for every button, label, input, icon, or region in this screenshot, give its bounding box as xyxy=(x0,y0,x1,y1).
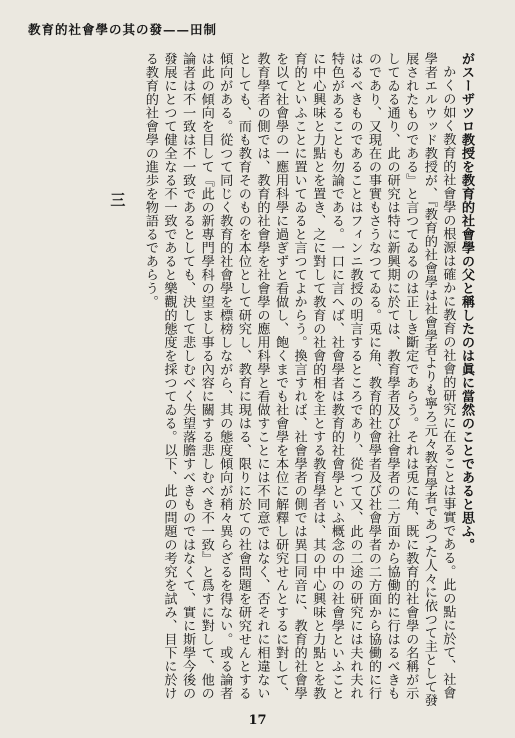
opening-line: がスーザツロ教授を教育的社會學の父と稱したのは眞に當然のことであると思ふ。 xyxy=(459,52,474,552)
page-header xyxy=(28,18,475,40)
body-text xyxy=(35,52,475,707)
page-number: 17 xyxy=(248,713,267,728)
main-paragraph: かくの如く教育的社會學の根源は確かに教育の社會的研究に在ることは事實である。此の點に於て、社會學者エルウッド教授が、『教育的社會學は社會學者よりも寧ろ元々教育學者であつた人々に依つて主として發展されたものである』と言つてゐるのは正しき斷定であらう。それは兎に角、既に教育的社會學の名稱が示してゐる通り、此の研究は特に新興期に於ては、教育學者及び社會學者の二方面から協働的に行はるべきものであり、又現在の事實もさうなつてゐる。兎に角、教育的社會學者及び社會學者の二方面から協働的に行はるべきものであることはフィンニ教授の明言するところであり、從つて又、此の二途の研究には夫れ夫れ特色があることも勿論である。一口に言へば、社會學者は教育的社會學といふ概念の中の社會學といふことに中心興味と力點とを置き、之に對して教育の社會的相を主とする教育學者は、其の中心興味と力點とを教育的といふことに置いてゐると言つてよからう。換言すれば、社會學者の側では異口同音に、教育的社會學を以て社會學の一應用科學に過ぎずと看做し、飽くまでも社會學を本位に解釋し研究せんとするに對して、教育學者の側では、教育的社會學を社會學の應用科學と看做すことには不同意ではなく、否それに相違ないとしても、而も教育そのものを本位として研究し、教育に現はる、限りに於ての社會問題を研究せんとする傾向がある。從つて同じく教育的社會學を標榜しながら、其の態度傾向が稍々異らざるを得ない。或る論者は此の傾向を目して『此の新專門學科の望まし事る內容に關する悲しむべき不一致』と爲すに對して、他の論者は不一致は不一致であるとしても、決して悲しむべく失望落膽すべきものではなくて、實に斯學今後の發展にとつて健全なる不一致であると樂觀的態度を採つてゐる。以下、此の問題の考究を試み、目下に於ける教育的社會學の進歩を物語るであらう。 xyxy=(142,52,456,707)
running-head: 教育的社會學の其の發——田制 xyxy=(28,22,218,37)
section-heading xyxy=(94,52,141,707)
section-number: 三 xyxy=(108,192,127,208)
